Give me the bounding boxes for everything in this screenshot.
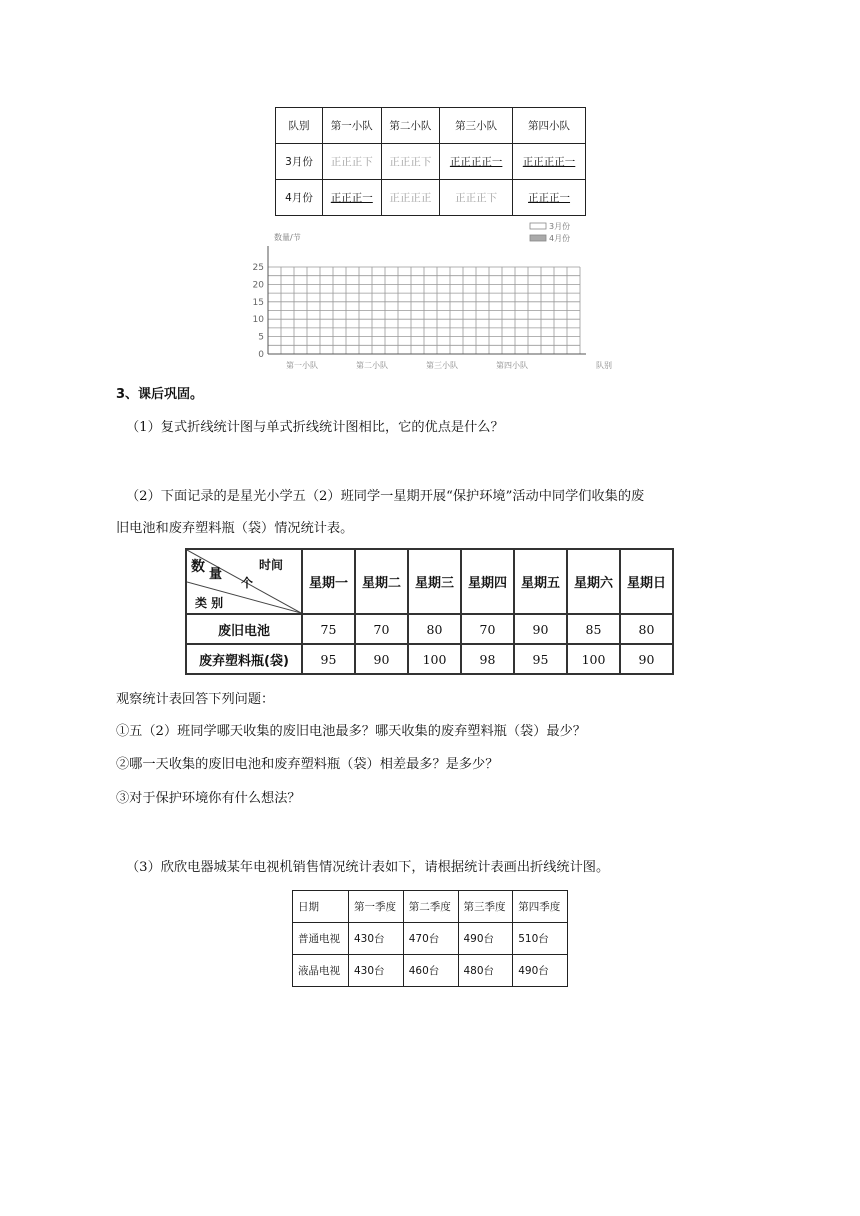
table-row — [293, 923, 568, 955]
header-cell: 第二季度 — [403, 891, 458, 923]
question-c: ③对于保护环境你有什么想法？ — [116, 791, 301, 806]
value-cell: 98 — [461, 644, 514, 674]
day-header: 星期四 — [461, 549, 514, 614]
header-cell: 第二小队 — [381, 108, 440, 144]
day-header: 星期五 — [514, 549, 567, 614]
corner-label-qty: 数 — [191, 559, 205, 575]
table-row — [276, 144, 586, 180]
x-category-label: 第三小队 — [426, 361, 458, 370]
value-cell: 95 — [514, 644, 567, 674]
value-cell: 85 — [567, 614, 620, 644]
header-cell: 日期 — [293, 891, 349, 923]
section-heading: 3、课后巩固。 — [116, 387, 204, 402]
question-b: ②哪一天收集的废旧电池和废弃塑料瓶（袋）相差最多？是多少？ — [116, 757, 499, 772]
table-row — [186, 614, 673, 644]
table-row — [276, 180, 586, 216]
corner-label-unit: 个 — [241, 576, 254, 590]
tally-cell: 正正正下 — [323, 144, 382, 180]
chart-grid — [268, 246, 586, 354]
table-row — [293, 891, 568, 923]
question-3: （3）欣欣电器城某年电视机销售情况统计表如下，请根据统计表画出折线统计图。 — [126, 860, 610, 875]
value-cell: 430台 — [349, 955, 404, 987]
row-label: 液晶电视 — [293, 955, 349, 987]
tally-cell: 正正正正一 — [440, 144, 513, 180]
tally-cell: 正正正下 — [440, 180, 513, 216]
row-label: 废旧电池 — [186, 614, 302, 644]
value-cell: 80 — [620, 614, 673, 644]
question-2-line-1: （2）下面记录的是星光小学五（2）班同学一星期开展“保护环境”活动中同学们收集的废 — [126, 489, 645, 504]
row-label: 4月份 — [276, 180, 323, 216]
legend-swatch-march — [530, 223, 546, 229]
tally-cell: 正正正下 — [381, 144, 440, 180]
y-tick-label: 10 — [252, 315, 264, 326]
header-cell: 队别 — [276, 108, 323, 144]
y-tick-label: 25 — [252, 263, 264, 273]
corner-label-qty2: 量 — [209, 567, 223, 582]
row-label: 废弃塑料瓶(袋) — [186, 644, 302, 674]
value-cell: 490台 — [513, 955, 568, 987]
header-cell: 第三季度 — [458, 891, 513, 923]
tally-cell: 正正正一 — [323, 180, 382, 216]
value-cell: 90 — [355, 644, 408, 674]
value-cell: 470台 — [403, 923, 458, 955]
question-1: （1）复式折线统计图与单式折线统计图相比，它的优点是什么？ — [126, 420, 504, 435]
value-cell: 75 — [302, 614, 355, 644]
x-category-label: 第四小队 — [496, 361, 528, 370]
empty-bar-chart — [228, 218, 618, 376]
legend-swatch-april — [530, 235, 546, 241]
value-cell: 90 — [514, 614, 567, 644]
question-2-line-2: 旧电池和废弃塑料瓶（袋）情况统计表。 — [116, 521, 354, 536]
x-category-label: 第二小队 — [356, 361, 388, 370]
value-cell: 460台 — [403, 955, 458, 987]
y-tick-label: 20 — [252, 280, 264, 291]
value-cell: 70 — [355, 614, 408, 644]
day-header: 星期日 — [620, 549, 673, 614]
header-cell: 第四季度 — [513, 891, 568, 923]
table-row — [293, 955, 568, 987]
y-axis-ticks — [253, 263, 265, 360]
legend-label-march: 3月份 — [549, 222, 571, 231]
row-label: 3月份 — [276, 144, 323, 180]
header-cell: 第四小队 — [513, 108, 586, 144]
header-cell: 第一小队 — [323, 108, 382, 144]
chart-legend — [530, 221, 570, 243]
collection-table — [185, 548, 674, 675]
table-row — [186, 644, 673, 674]
diagonal-header-cell — [186, 549, 302, 614]
corner-label-time: 时间 — [259, 558, 284, 572]
diagonal-header — [187, 550, 301, 613]
y-tick-label: 5 — [258, 332, 264, 343]
day-header: 星期三 — [408, 549, 461, 614]
x-axis-label: 队别 — [596, 361, 612, 370]
y-tick-label: 15 — [252, 297, 264, 308]
question-a: ①五（2）班同学哪天收集的废旧电池最多？哪天收集的废弃塑料瓶（袋）最少？ — [116, 724, 586, 739]
y-tick-label: 0 — [258, 350, 264, 360]
tally-cell: 正正正一 — [513, 180, 586, 216]
table-row — [276, 108, 586, 144]
tv-sales-table — [292, 890, 568, 987]
tally-cell: 正正正正一 — [513, 144, 586, 180]
x-category-label: 第一小队 — [286, 361, 318, 370]
day-header: 星期六 — [567, 549, 620, 614]
value-cell: 490台 — [458, 923, 513, 955]
row-label: 普通电视 — [293, 923, 349, 955]
corner-label-category: 类 别 — [195, 596, 224, 610]
tally-cell: 正正正正 — [381, 180, 440, 216]
value-cell: 95 — [302, 644, 355, 674]
x-axis-categories — [286, 360, 528, 370]
value-cell: 90 — [620, 644, 673, 674]
header-cell: 第一季度 — [349, 891, 404, 923]
legend-label-april: 4月份 — [549, 234, 571, 243]
header-cell: 第三小队 — [440, 108, 513, 144]
day-header: 星期二 — [355, 549, 408, 614]
value-cell: 70 — [461, 614, 514, 644]
value-cell: 100 — [408, 644, 461, 674]
y-axis-label: 数量/节 — [274, 233, 301, 242]
day-header: 星期一 — [302, 549, 355, 614]
value-cell: 80 — [408, 614, 461, 644]
value-cell: 480台 — [458, 955, 513, 987]
questions-intro: 观察统计表回答下列问题： — [116, 692, 275, 707]
value-cell: 510台 — [513, 923, 568, 955]
value-cell: 430台 — [349, 923, 404, 955]
tally-table — [275, 107, 586, 216]
value-cell: 100 — [567, 644, 620, 674]
table-row — [186, 549, 673, 614]
